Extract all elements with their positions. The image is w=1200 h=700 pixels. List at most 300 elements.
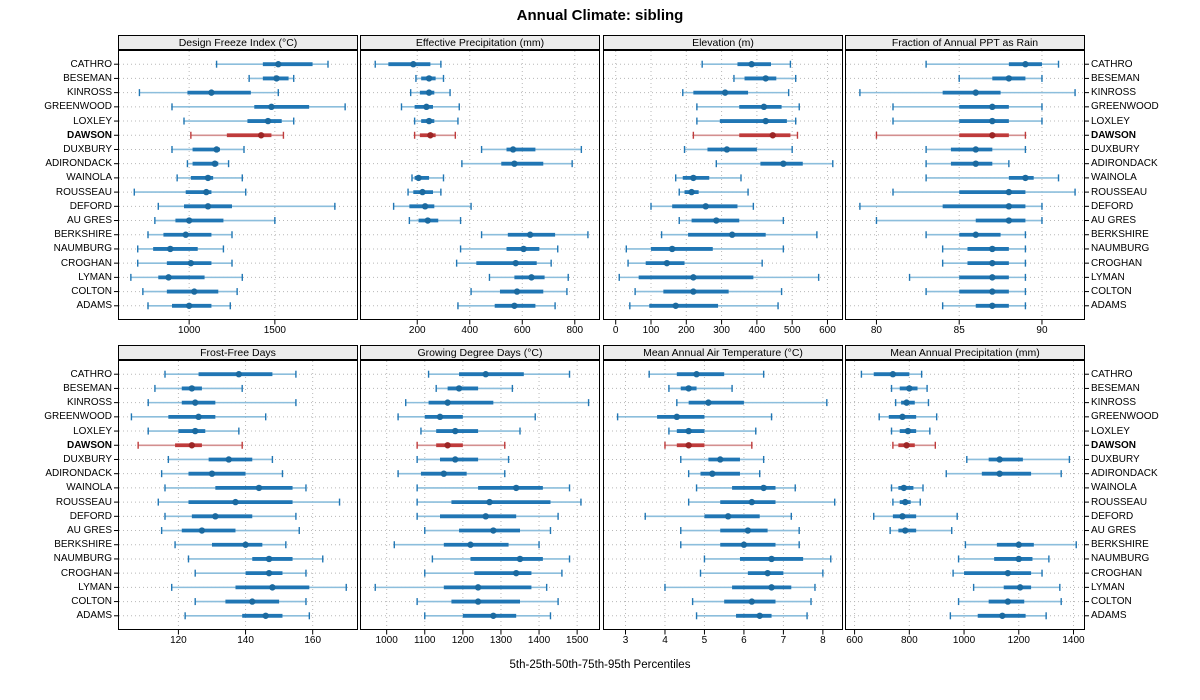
median-dot (415, 175, 421, 181)
site-label-right: COLTON (1091, 596, 1132, 608)
median-dot (760, 485, 766, 491)
median-dot (249, 598, 255, 604)
median-dot (725, 513, 731, 519)
median-dot (1006, 189, 1012, 195)
median-dot (688, 189, 694, 195)
median-dot (741, 542, 747, 548)
site-label-right: BESEMAN (1091, 72, 1140, 84)
median-dot (437, 414, 443, 420)
site-label-right: KINROSS (1091, 87, 1137, 99)
x-tick-label: 7 (780, 635, 787, 646)
median-dot (205, 203, 211, 209)
site-label-right: AU GRES (1091, 215, 1137, 227)
site-distribution-normal (471, 288, 567, 295)
site-distribution-normal (185, 612, 309, 619)
site-label-left: DAWSON (67, 129, 112, 141)
site-distribution-normal (681, 527, 799, 534)
site-distribution-normal (689, 499, 835, 506)
panel-plot (360, 360, 600, 636)
median-dot (748, 61, 754, 67)
panel-strip (845, 35, 1085, 50)
site-distribution-normal (626, 245, 783, 252)
site-distribution-normal (959, 75, 1042, 82)
site-distribution-normal (411, 89, 450, 96)
panel-strip-title: Mean Annual Air Temperature (°C) (643, 346, 803, 359)
site-distribution-normal (618, 413, 772, 420)
site-label-right: ADIRONDACK (1091, 468, 1158, 480)
site-label-left: CROGHAN (60, 567, 112, 579)
median-dot (973, 89, 979, 95)
median-dot (1005, 598, 1011, 604)
site-distribution-normal (375, 61, 441, 68)
site-distribution-normal (697, 484, 796, 491)
median-dot (1005, 570, 1011, 576)
site-label-right: DAWSON (1091, 439, 1136, 451)
median-dot (266, 570, 272, 576)
panel-strip-title: Growing Degree Days (°C) (417, 346, 543, 359)
site-distribution-normal (943, 260, 1026, 267)
site-distribution-normal (876, 217, 1042, 224)
median-dot (427, 132, 433, 138)
site-distribution-normal (926, 160, 1009, 167)
site-distribution-normal (158, 203, 335, 210)
site-distribution-normal (489, 274, 568, 281)
site-distribution-normal (417, 499, 581, 506)
median-dot (757, 613, 763, 619)
median-dot (673, 303, 679, 309)
site-label-right: DEFORD (1091, 200, 1134, 212)
site-distribution-normal (421, 428, 520, 435)
site-label-right: GREENWOOD (1091, 101, 1159, 113)
site-distribution-normal (645, 513, 791, 520)
site-label-right: BERKSHIRE (1091, 229, 1149, 241)
median-dot (188, 260, 194, 266)
site-distribution-normal (482, 146, 582, 153)
site-distribution-normal (482, 231, 588, 238)
site-label-right: ADIRONDACK (1091, 158, 1158, 170)
panel-strip (360, 345, 600, 360)
site-distribution-normal (893, 118, 1042, 125)
median-dot (165, 274, 171, 280)
site-label-left: ADAMS (76, 300, 112, 312)
site-distribution-normal (662, 231, 817, 238)
site-distribution-normal (701, 570, 823, 577)
median-dot (749, 598, 755, 604)
x-tick-label: 1400 (527, 635, 551, 646)
site-distribution-normal (165, 513, 296, 520)
median-dot (513, 485, 519, 491)
median-dot (513, 260, 519, 266)
site-label-left: CATHRO (70, 58, 112, 70)
site-label-right: CATHRO (1091, 368, 1133, 380)
site-distribution-normal (148, 428, 239, 435)
median-dot (903, 399, 909, 405)
median-dot (989, 246, 995, 252)
panel-plot (118, 360, 358, 636)
site-distribution-normal (249, 75, 294, 82)
site-distribution-normal (665, 584, 815, 591)
x-tick-label: 100 (642, 325, 660, 336)
site-label-left: DUXBURY (63, 143, 112, 155)
site-distribution-normal (195, 570, 306, 577)
median-dot (989, 288, 995, 294)
median-dot (764, 570, 770, 576)
median-dot (713, 217, 719, 223)
x-tick-label: 140 (237, 635, 254, 646)
site-label-left: AU GRES (66, 525, 112, 537)
panel-strip-title: Elevation (m) (692, 36, 754, 49)
site-distribution-highlight (417, 442, 505, 449)
site-distribution-normal (716, 160, 832, 167)
site-distribution-normal (375, 584, 546, 591)
site-distribution-normal (425, 527, 551, 534)
site-distribution-normal (139, 89, 278, 96)
x-tick-label: 1500 (263, 325, 286, 336)
site-label-right: BERKSHIRE (1091, 539, 1149, 551)
site-distribution-highlight (191, 132, 284, 139)
site-distribution-normal (683, 89, 789, 96)
site-label-right: CROGHAN (1091, 567, 1143, 579)
median-dot (490, 527, 496, 533)
median-dot (890, 371, 896, 377)
median-dot (685, 385, 691, 391)
site-distribution-normal (926, 146, 1025, 153)
site-distribution-normal (959, 598, 1062, 605)
site-distribution-normal (394, 203, 471, 210)
median-dot (452, 456, 458, 462)
median-dot (273, 75, 279, 81)
site-distribution-normal (217, 61, 328, 68)
site-label-right: AU GRES (1091, 525, 1137, 537)
site-distribution-normal (679, 189, 748, 196)
median-dot (262, 613, 268, 619)
site-label-right: BESEMAN (1091, 382, 1140, 394)
median-dot (722, 89, 728, 95)
x-tick-label: 400 (748, 325, 766, 336)
site-distribution-normal (177, 174, 242, 181)
panel-border (361, 51, 600, 320)
x-tick-label: 200 (408, 325, 426, 336)
x-tick-label: 160 (304, 635, 322, 646)
site-distribution-normal (681, 541, 799, 548)
site-label-right: LOXLEY (1091, 425, 1130, 437)
panel-plot (360, 50, 600, 326)
median-dot (761, 104, 767, 110)
median-dot (1006, 203, 1012, 209)
site-label-right: DAWSON (1091, 129, 1136, 141)
median-dot (510, 146, 516, 152)
site-distribution-normal (148, 399, 296, 406)
site-distribution-normal (162, 527, 300, 534)
site-distribution-normal (697, 103, 799, 110)
site-distribution-normal (412, 174, 444, 181)
site-label-left: LOXLEY (73, 425, 112, 437)
median-dot (1017, 584, 1023, 590)
median-dot (511, 160, 517, 166)
median-dot (709, 470, 715, 476)
x-tick-label: 120 (170, 635, 187, 646)
median-dot (989, 118, 995, 124)
site-distribution-normal (943, 302, 1026, 309)
median-dot (212, 513, 218, 519)
median-dot (410, 61, 416, 67)
site-distribution-normal (685, 146, 793, 153)
median-dot (242, 542, 248, 548)
site-distribution-normal (162, 470, 283, 477)
site-distribution-normal (461, 245, 558, 252)
site-distribution-highlight (665, 442, 752, 449)
panel-strip (118, 345, 358, 360)
median-dot (1016, 556, 1022, 562)
median-dot (275, 61, 281, 67)
site-label-right: WAINOLA (1091, 172, 1137, 184)
median-dot (669, 246, 675, 252)
site-distribution-normal (398, 470, 505, 477)
site-distribution-normal (195, 598, 306, 605)
panel-plot (845, 360, 1085, 636)
site-distribution-normal (148, 302, 230, 309)
site-distribution-normal (417, 598, 558, 605)
median-dot (780, 160, 786, 166)
median-dot (467, 542, 473, 548)
median-dot (189, 442, 195, 448)
site-distribution-normal (874, 513, 957, 520)
site-distribution-normal (425, 612, 551, 619)
median-dot (528, 274, 534, 280)
median-dot (191, 288, 197, 294)
x-tick-label: 600 (819, 325, 836, 336)
site-distribution-normal (677, 399, 827, 406)
site-distribution-normal (892, 385, 928, 392)
site-distribution-normal (950, 612, 1046, 619)
median-dot (426, 75, 432, 81)
site-distribution-normal (892, 484, 923, 491)
site-distribution-normal (168, 456, 272, 463)
site-label-left: ROUSSEAU (55, 496, 112, 508)
median-dot (770, 132, 776, 138)
x-tick-label: 1200 (1007, 635, 1030, 646)
site-label-right: ROUSSEAU (1091, 186, 1148, 198)
median-dot (419, 189, 425, 195)
site-label-left: WAINOLA (66, 482, 112, 494)
site-distribution-highlight (138, 442, 242, 449)
median-dot (674, 414, 680, 420)
median-dot (423, 104, 429, 110)
site-distribution-normal (861, 371, 921, 378)
panel-plot (603, 50, 843, 326)
median-dot (1022, 175, 1028, 181)
median-dot (195, 414, 201, 420)
site-label-right: LOXLEY (1091, 115, 1130, 127)
site-label-right: COLTON (1091, 286, 1132, 298)
median-dot (768, 556, 774, 562)
site-distribution-normal (893, 499, 920, 506)
panel-strip (118, 35, 358, 50)
site-distribution-normal (187, 160, 228, 167)
site-distribution-normal (953, 570, 1042, 577)
site-distribution-normal (172, 146, 244, 153)
site-distribution-normal (704, 555, 830, 562)
site-distribution-normal (619, 274, 818, 281)
median-dot (203, 189, 209, 195)
median-dot (426, 118, 432, 124)
panel-strip-title: Mean Annual Precipitation (mm) (890, 346, 1040, 359)
site-label-right: DUXBURY (1091, 143, 1140, 155)
site-distribution-normal (926, 231, 1025, 238)
median-dot (973, 146, 979, 152)
axis-caption: 5th-25th-50th-75th-95th Percentiles (509, 659, 691, 671)
site-distribution-normal (649, 371, 763, 378)
site-label-right: WAINOLA (1091, 482, 1137, 494)
median-dot (483, 371, 489, 377)
site-distribution-normal (188, 555, 322, 562)
median-dot (475, 598, 481, 604)
median-dot (664, 260, 670, 266)
x-tick-label: 6 (741, 635, 747, 646)
median-dot (425, 217, 431, 223)
site-distribution-highlight (693, 132, 797, 139)
x-tick-label: 4 (662, 635, 668, 646)
site-distribution-normal (138, 245, 224, 252)
site-label-right: CATHRO (1091, 58, 1133, 70)
site-label-left: CROGHAN (60, 257, 112, 269)
site-distribution-normal (408, 189, 441, 196)
median-dot (749, 499, 755, 505)
x-tick-label: 3 (622, 635, 629, 646)
x-tick-label: 400 (461, 325, 479, 336)
site-label-right: LYMAN (1091, 271, 1125, 283)
median-dot (205, 175, 211, 181)
site-distribution-normal (155, 385, 242, 392)
median-dot (690, 288, 696, 294)
site-distribution-normal (890, 527, 952, 534)
site-distribution-normal (693, 598, 811, 605)
site-label-right: ROUSSEAU (1091, 496, 1148, 508)
site-distribution-normal (967, 456, 1070, 463)
median-dot (901, 485, 907, 491)
site-label-left: BESEMAN (63, 72, 112, 84)
site-distribution-normal (165, 371, 296, 378)
median-dot (490, 613, 496, 619)
site-distribution-normal (406, 399, 589, 406)
x-tick-label: 1000 (375, 635, 398, 646)
site-label-left: NAUMBURG (53, 243, 112, 255)
median-dot (899, 513, 905, 519)
site-distribution-normal (734, 75, 796, 82)
site-label-left: WAINOLA (66, 172, 112, 184)
site-label-left: GREENWOOD (44, 411, 112, 423)
x-tick-label: 85 (953, 325, 965, 336)
site-label-right: DUXBURY (1091, 453, 1140, 465)
median-dot (902, 527, 908, 533)
median-dot (693, 371, 699, 377)
site-distribution-normal (910, 274, 1026, 281)
median-dot (513, 570, 519, 576)
site-distribution-normal (974, 584, 1060, 591)
site-label-left: ADIRONDACK (45, 158, 112, 170)
site-label-left: BERKSHIRE (54, 229, 112, 241)
median-dot (996, 456, 1002, 462)
median-dot (226, 456, 232, 462)
median-dot (1006, 75, 1012, 81)
site-label-left: ADIRONDACK (45, 468, 112, 480)
site-distribution-normal (628, 260, 762, 267)
site-distribution-normal (409, 217, 460, 224)
site-distribution-normal (158, 499, 339, 506)
median-dot (905, 428, 911, 434)
x-tick-label: 80 (870, 325, 882, 336)
x-tick-label: 1200 (451, 635, 474, 646)
median-dot (452, 428, 458, 434)
median-dot (426, 89, 432, 95)
site-distribution-normal (651, 203, 753, 210)
x-tick-label: 8 (820, 635, 826, 646)
median-dot (903, 442, 909, 448)
site-distribution-normal (965, 541, 1076, 548)
site-label-right: CROGHAN (1091, 257, 1143, 269)
site-label-right: LYMAN (1091, 581, 1125, 593)
site-distribution-normal (184, 118, 294, 125)
x-tick-label: 1100 (413, 635, 436, 646)
panel-strip (845, 345, 1085, 360)
median-dot (729, 232, 735, 238)
median-dot (705, 399, 711, 405)
median-dot (183, 232, 189, 238)
x-tick-label: 1000 (952, 635, 976, 646)
median-dot (475, 584, 481, 590)
site-distribution-normal (681, 456, 764, 463)
median-dot (514, 288, 520, 294)
site-distribution-normal (172, 584, 347, 591)
median-dot (186, 217, 192, 223)
site-label-right: ADAMS (1091, 300, 1127, 312)
site-label-left: ROUSSEAU (55, 186, 112, 198)
median-dot (906, 385, 912, 391)
gridlines (846, 361, 1084, 629)
x-tick-label: 200 (677, 325, 695, 336)
site-label-left: DAWSON (67, 439, 112, 451)
site-distribution-normal (462, 160, 572, 167)
site-label-right: ADAMS (1091, 610, 1127, 622)
site-distribution-normal (926, 174, 1058, 181)
site-distribution-normal (860, 203, 1042, 210)
chart-title: Annual Climate: sibling (516, 7, 684, 24)
site-distribution-normal (893, 189, 1075, 196)
median-dot (989, 104, 995, 110)
x-tick-label: 1500 (566, 635, 589, 646)
median-dot (717, 456, 723, 462)
site-distribution-normal (635, 288, 781, 295)
site-label-left: CATHRO (70, 368, 112, 380)
site-distribution-normal (458, 302, 555, 309)
site-label-left: COLTON (71, 596, 112, 608)
x-tick-label: 1300 (489, 635, 513, 646)
median-dot (973, 160, 979, 166)
median-dot (989, 303, 995, 309)
median-dot (266, 556, 272, 562)
median-dot (685, 428, 691, 434)
median-dot (258, 132, 264, 138)
site-distribution-normal (630, 302, 778, 309)
median-dot (1006, 217, 1012, 223)
x-tick-label: 600 (846, 635, 863, 646)
site-label-right: KINROSS (1091, 397, 1137, 409)
panel-strip (603, 35, 843, 50)
site-distribution-highlight (876, 132, 1025, 139)
site-distribution-normal (893, 103, 1042, 110)
median-dot (996, 470, 1002, 476)
site-distribution-highlight (893, 442, 935, 449)
